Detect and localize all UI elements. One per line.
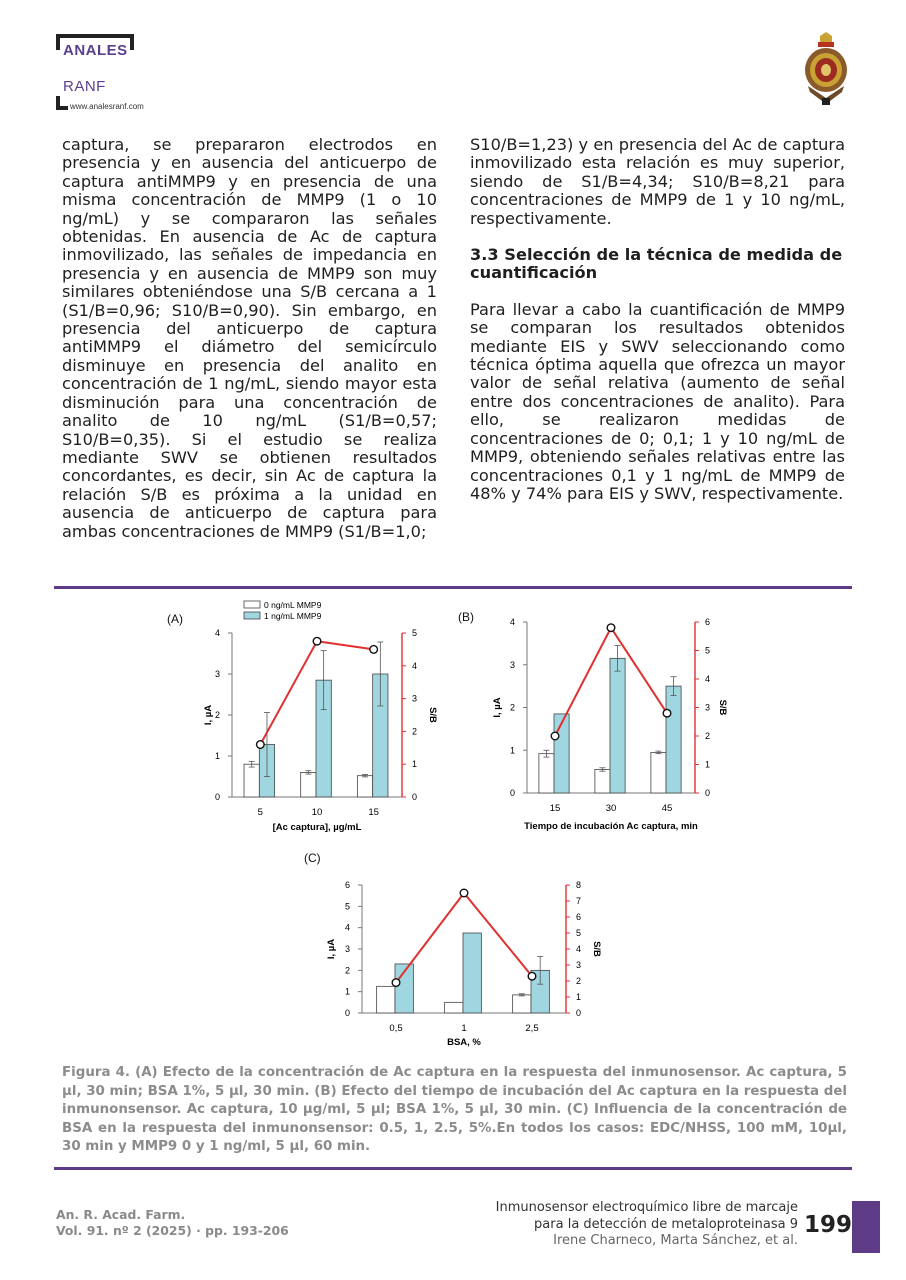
chart-b-panel-label: (B) [458, 610, 474, 624]
left-paragraph: captura, se prepararon electrodos en presencia y en ausencia del anticuerpo de captura antiMMP9 y en presencia de una misma concentración de MMP9 (1 o 10 ng/mL) y se compararon las señales obtenidas. En ausencia de Ac de captura inmovilizado, las señales de impedancia en presencia y en ausencia de MMP9 son muy similares obteniéndose una S/B cercana a 1 (S1/B=0,96; S10/B=0,90). Sin embargo, en presencia del anticuerpo de captura antiMMP9 el diámetro del semicírculo disminuye en presencia del analito en concentración de 1 ng/mL, siendo mayor esta disminución para una concentración de analito de 10 ng/mL (S1/B=0,57; S10/B=0,35). Si el estudio se realiza mediante SWV se obtienen resultados concordantes, es decir, sin Ac de captura la relación S/B es próxima a la unidad en ausencia de anticuerpo de captura para ambas concentraciones de MMP9 (S1/B=1,0; [62, 135, 437, 541]
page-number: 199 [804, 1212, 853, 1238]
logo-text-ranf: RANF [63, 78, 106, 95]
chart-c-x-tick-label: 0,5 [389, 1023, 403, 1034]
chart-a-x-tick-label: 5 [257, 807, 263, 818]
chart-b-x-tick-label: 30 [605, 803, 617, 814]
chart-c-y-tick-label: 0 [344, 1008, 350, 1018]
page-number-tab [852, 1201, 880, 1253]
running-header [496, 1200, 798, 1250]
citation [56, 1207, 289, 1239]
chart-c-sb-point [460, 889, 468, 897]
chart-a-sb-point [257, 741, 265, 749]
chart-b-y-tick-label: 1 [509, 745, 515, 756]
logo-url: www.analesranf.com [70, 102, 144, 111]
chart-b-y-axis-label: I, µA [492, 697, 503, 718]
chart-b-y2-tick-label: 4 [705, 674, 711, 684]
chart-a-y-tick-label: 4 [214, 628, 220, 638]
journal-volume: Vol. 91. nº 2 (2025) · pp. 193-206 [56, 1223, 289, 1238]
chart-a-y2-tick-label: 0 [412, 792, 418, 802]
chart-b-sb-point [551, 732, 559, 740]
chart-a-y2-axis-label: S/B [427, 707, 438, 723]
chart-a-panel-label: (A) [167, 612, 183, 626]
chart-b-y-tick-label: 0 [509, 788, 515, 798]
logo-frame-right [130, 34, 134, 50]
chart-a-y-axis-label: I, µA [203, 704, 214, 726]
chart-b-x-axis-label: Tiempo de incubación Ac captura, min [524, 821, 698, 832]
chart-b-y2-axis-label: S/B [717, 699, 728, 716]
chart-c-y-tick-label: 6 [344, 880, 350, 890]
chart-c-bar-blank [377, 986, 395, 1013]
footer-rule [54, 1167, 852, 1170]
chart-b-y2-tick-label: 0 [705, 788, 711, 798]
chart-b-y-tick-label: 4 [509, 617, 515, 627]
chart-b-y2-tick-label: 5 [705, 645, 711, 656]
chart-c-bar-blank [513, 995, 531, 1013]
chart-c-y2-tick-label: 1 [576, 992, 582, 1002]
journal-name: An. R. Acad. Farm. [56, 1207, 186, 1222]
logo-frame-left [56, 34, 60, 50]
chart-a-legend-label: 0 ng/mL MMP9 [264, 600, 322, 610]
chart-a-legend-swatch [244, 601, 260, 608]
chart-b-sb-point [663, 709, 671, 717]
chart-b-bar-blank [595, 769, 610, 793]
chart-b-y-tick-label: 3 [509, 659, 515, 670]
chart-a-legend-label: 1 ng/mL MMP9 [264, 611, 322, 621]
chart-a-y-tick-label: 3 [214, 669, 220, 679]
academy-crest-icon [802, 32, 850, 106]
chart-b-y2-tick-label: 3 [705, 702, 711, 713]
chart-c-bar-sample [463, 933, 481, 1013]
right-paragraph-2: Para llevar a cabo la cuantificación de MMP9 se comparan los resultados obtenidos mediante EIS y SWV seleccionando como técnica óptima aquella que ofrezca un mayor valor de señal relativa (aumento de señal entre dos concentraciones de analito). Para ello, se realizaron medidas de concentraciones de 0; 0,1; 1 y 10 ng/mL de MMP9, obteniendo señales relativas entre las concentraciones 0,1 y 1 ng/mL de MMP9 de 48% y 74% para EIS y SWV, respectivamente. [470, 299, 845, 503]
chart-a-x-axis-label: [Ac captura], µg/mL [272, 822, 362, 833]
chart-a-y2-tick-label: 5 [412, 628, 418, 638]
chart-a-x-tick-label: 15 [368, 807, 379, 818]
chart-b-x-tick-label: 15 [549, 803, 561, 814]
right-text-column [470, 136, 845, 503]
right-paragraph-1: S10/B=1,23) y en presencia del Ac de captura inmovilizado esta relación es muy superior, siendo de S1/B=4,34; S10/B=8,21 para concentraciones de MMP9 de 1 y 10 ng/mL, respectivamente. [470, 135, 845, 228]
chart-b-y2-tick-label: 2 [705, 731, 711, 741]
chart-b-bar-blank [651, 752, 666, 793]
chart-c-y-tick-label: 4 [344, 922, 350, 933]
chart-a-bar-blank [301, 772, 316, 797]
logo-frame-top [56, 34, 134, 38]
chart-c-y2-tick-label: 4 [576, 944, 582, 954]
chart-c-sb-point [528, 972, 536, 980]
chart-c-panel-label: (C) [304, 851, 321, 865]
chart-a-bar-blank [244, 764, 259, 797]
chart-a-y2-tick-label: 1 [412, 759, 418, 770]
figure-4 [0, 590, 906, 1060]
chart-c-bar-blank [445, 1002, 463, 1013]
running-title-line-2: para la detección de metaloproteinasa 9 [534, 1216, 798, 1232]
chart-c-y2-tick-label: 0 [576, 1008, 582, 1018]
figure-caption: Figura 4. (A) Efecto de la concentración de Ac captura en la respuesta del inmunosensor. Ac captura, 5 µl, 30 min; BSA 1%, 5 µl, 30 min. (B) Efecto del tiempo de incubación del Ac captura en la respuesta del inmunonsensor. Ac captura, 10 µg/ml, 5 µl; BSA 1%, 5 µl, 30 min. (C) Influencia de la concentración de BSA en la respuesta del inmunonsensor: 0.5, 1, 2.5, 5%.En todos los casos: EDC/NHSS, 100 mM, 10µl, 30 min y MMP9 0 y 1 ng/ml, 5 µl, 60 min. [62, 1065, 847, 1155]
chart-a-y-tick-label: 0 [214, 792, 220, 802]
chart-c-x-axis-label: BSA, % [447, 1037, 481, 1048]
chart-c-y-tick-label: 2 [344, 965, 350, 976]
chart-c-y2-axis-label: S/B [591, 941, 602, 957]
chart-b-y2-tick-label: 1 [705, 759, 711, 770]
chart-a-y2-tick-label: 4 [412, 660, 418, 671]
chart-c-y2-tick-label: 2 [576, 976, 582, 986]
chart-c-y2-tick-label: 5 [576, 928, 582, 938]
chart-b-bar-blank [539, 754, 554, 793]
chart-a-bar-blank [357, 776, 372, 797]
chart-c-y-tick-label: 3 [344, 944, 350, 954]
chart-a-y2-tick-label: 2 [412, 726, 418, 737]
chart-a-y-tick-label: 1 [214, 751, 220, 761]
chart-c-y2-tick-label: 7 [576, 896, 582, 906]
journal-logo [56, 34, 176, 114]
chart-b-y2-tick-label: 6 [705, 617, 711, 627]
logo-text-anales: ANALES [63, 42, 128, 59]
chart-c-y-axis-label: I, µA [326, 938, 337, 960]
chart-b-sb-point [607, 624, 615, 632]
chart-c-y2-tick-label: 3 [576, 960, 582, 970]
chart-c-sb-point [392, 979, 400, 987]
left-text-column [62, 136, 437, 541]
section-heading: 3.3 Selección de la técnica de medida de cuantificación [470, 245, 843, 283]
chart-c-x-tick-label: 1 [461, 1023, 467, 1034]
chart-c-y-tick-label: 5 [344, 901, 350, 912]
running-authors: Irene Charneco, Marta Sánchez, et al. [553, 1233, 798, 1248]
chart-c-x-tick-label: 2,5 [525, 1023, 539, 1034]
chart-b-y-tick-label: 2 [509, 702, 515, 713]
chart-c-y-tick-label: 1 [344, 986, 350, 997]
chart-c-y2-tick-label: 6 [576, 912, 582, 922]
figure-4-charts [0, 590, 906, 1060]
running-title-line-1: Inmunosensor electroquímico libre de marcaje [495, 1200, 798, 1215]
chart-a-sb-point [313, 637, 321, 645]
chart-a-y2-tick-label: 3 [412, 693, 418, 704]
chart-c-y2-tick-label: 8 [576, 880, 582, 890]
chart-b-bar-sample [610, 658, 625, 793]
figure-top-rule [54, 586, 852, 589]
chart-a-legend-swatch [244, 612, 260, 619]
chart-a-x-tick-label: 10 [311, 807, 323, 818]
chart-b-bar-sample [666, 686, 681, 793]
chart-a-y-tick-label: 2 [214, 710, 220, 720]
chart-b-bar-sample [554, 714, 569, 793]
chart-b-x-tick-label: 45 [661, 803, 673, 814]
chart-a-sb-point [370, 646, 378, 654]
